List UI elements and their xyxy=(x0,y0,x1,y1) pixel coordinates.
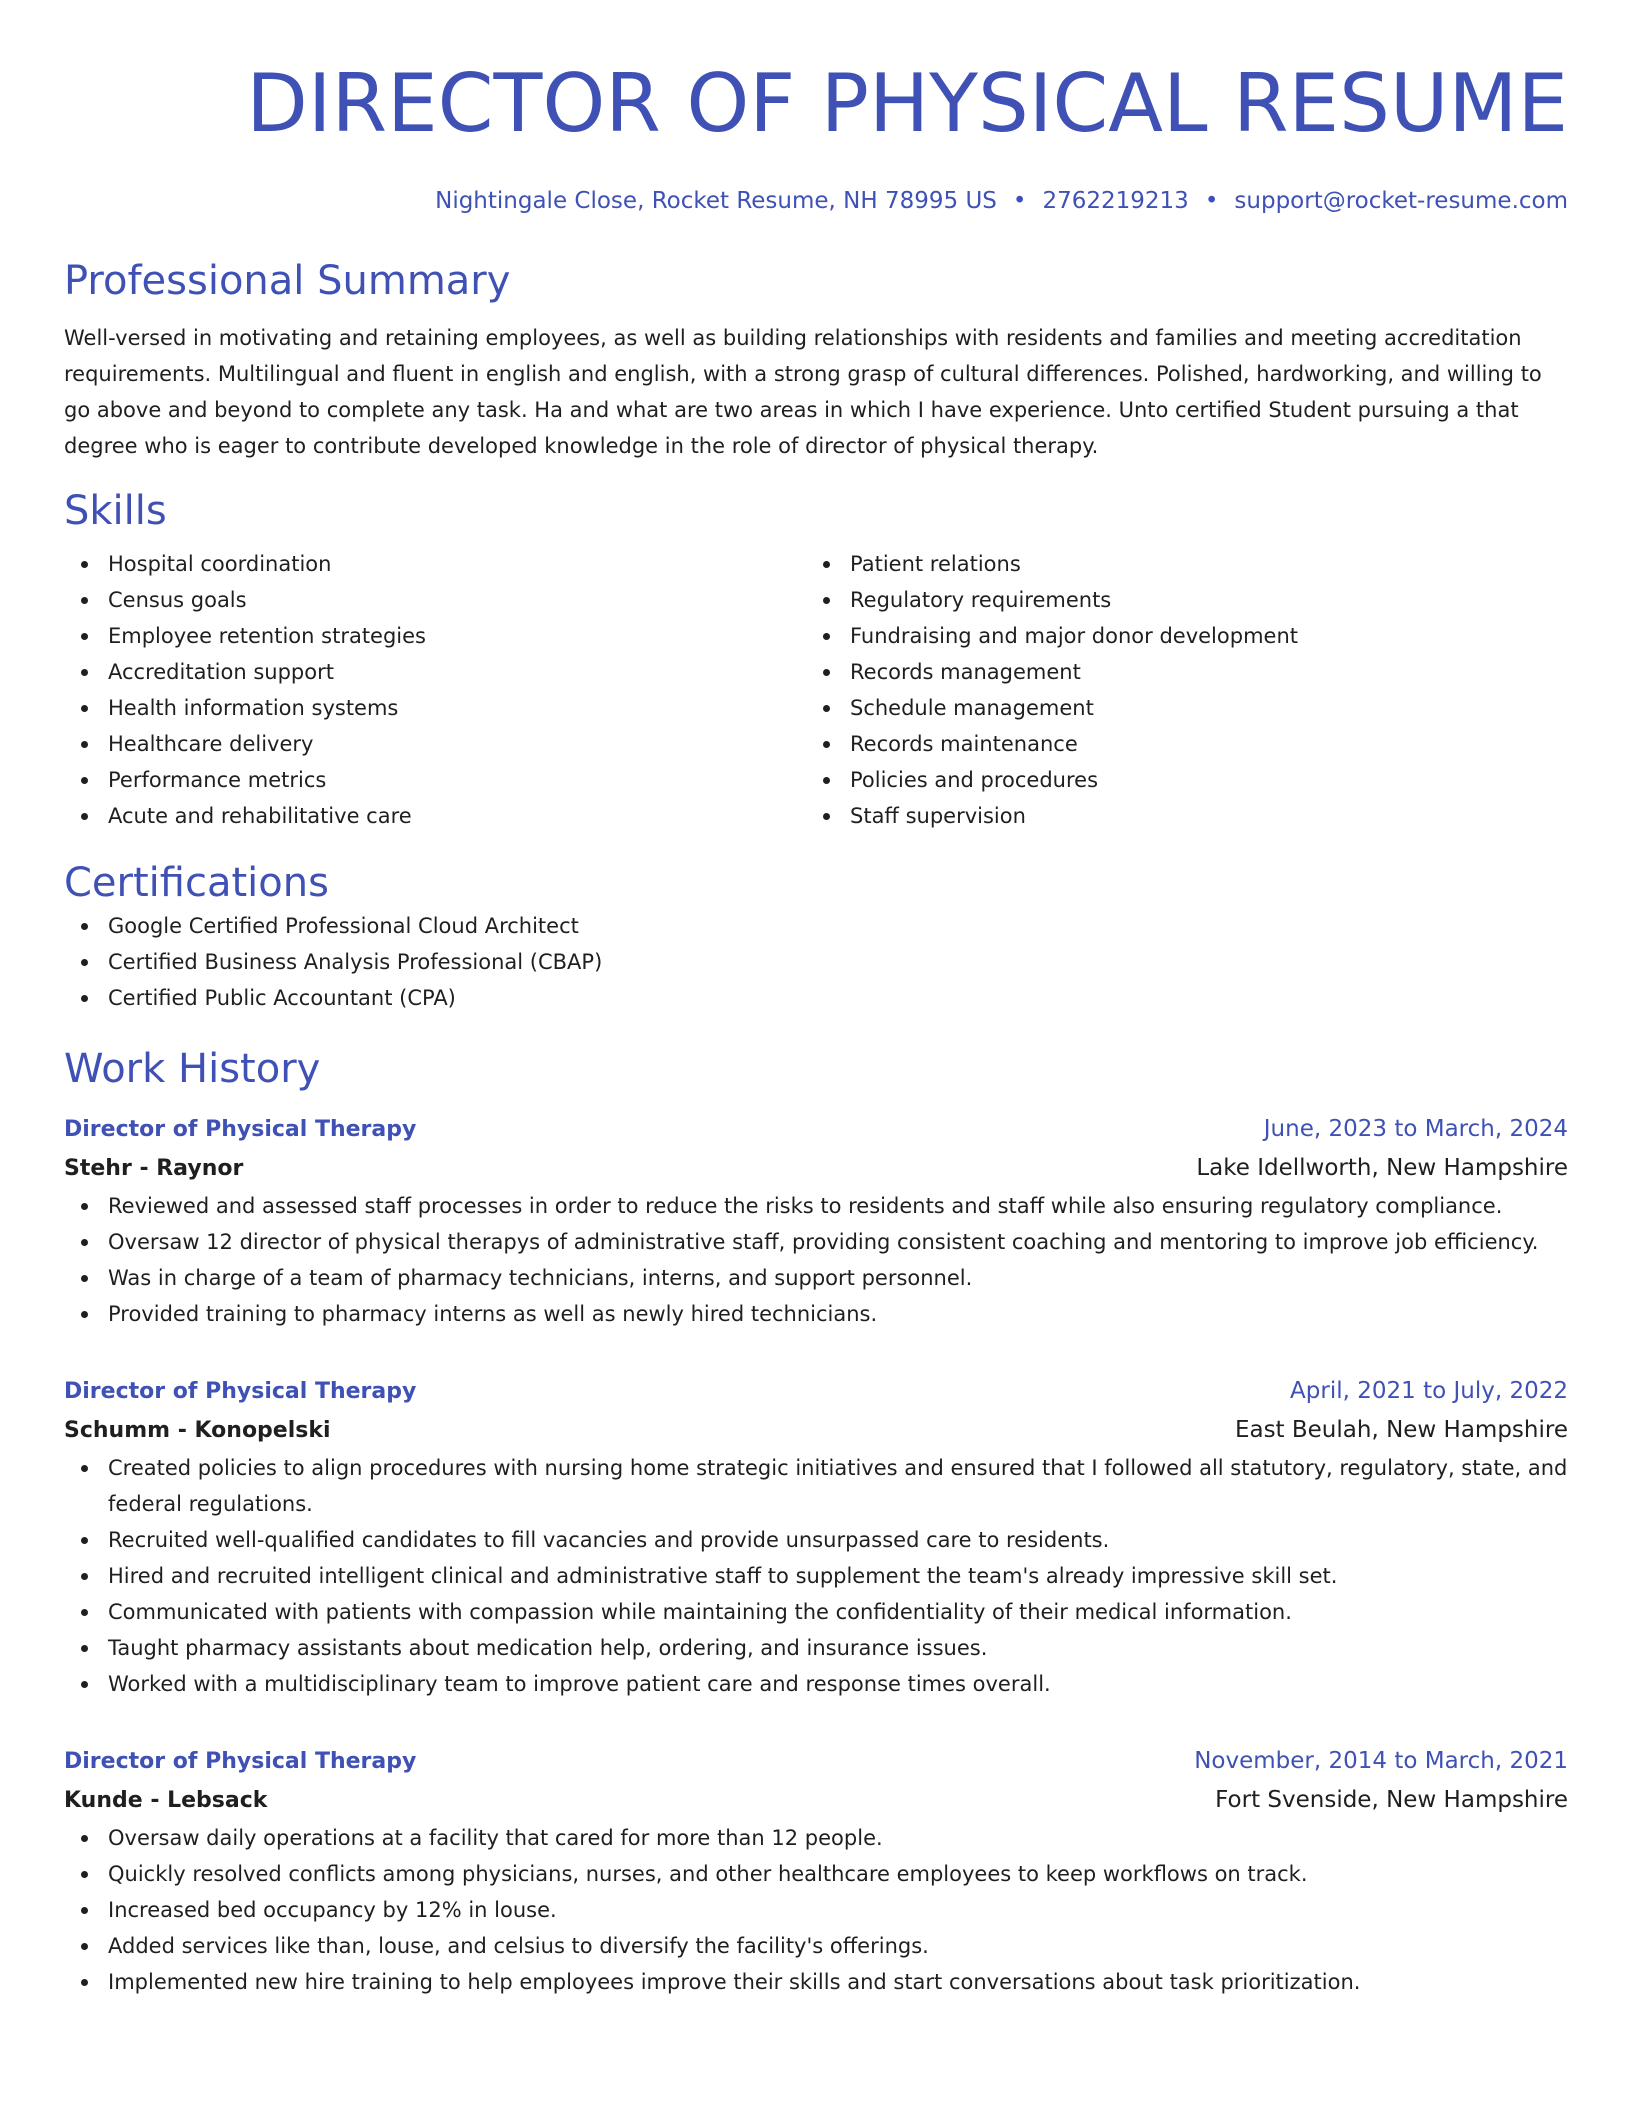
job-bullets xyxy=(64,1450,1568,1702)
job-bullet: Communicated with patients with compassion while maintaining the confidentiality of their medical information. xyxy=(64,1594,1568,1630)
job-bullet: Increased bed occupancy by 12% in louse. xyxy=(64,1892,1568,1928)
job-company: Stehr - Raynor xyxy=(64,1156,244,1181)
skill-item: Records maintenance xyxy=(806,726,1548,762)
skill-item: Patient relations xyxy=(806,546,1548,582)
job-bullet: Implemented new hire training to help employees improve their skills and start conversations about task prioritization. xyxy=(64,1964,1568,2000)
job-location: East Beulah, New Hampshire xyxy=(1234,1417,1568,1443)
skill-item: Policies and procedures xyxy=(806,762,1548,798)
skills-list-left xyxy=(64,546,806,834)
skill-item: Hospital coordination xyxy=(64,546,806,582)
job-header-row xyxy=(64,1110,1568,1149)
skills-list-right xyxy=(806,546,1548,834)
skills-heading: Skills xyxy=(64,488,167,534)
skill-item: Health information systems xyxy=(64,690,806,726)
skills-grid xyxy=(64,546,1568,834)
job-bullet: Worked with a multidisciplinary team to improve patient care and response times overall. xyxy=(64,1666,1568,1702)
job-title: Director of Physical Therapy xyxy=(64,1117,417,1142)
job-bullet: Added services like than, louse, and celsius to diversify the facility's offerings. xyxy=(64,1928,1568,1964)
job-bullet: Created policies to align procedures with nursing home strategic initiatives and ensured that I followed all statutory, regulatory, state, and federal regulations. xyxy=(64,1450,1568,1522)
certifications-list xyxy=(64,908,1568,1016)
job-bullets xyxy=(64,1188,1568,1332)
job-company-row xyxy=(64,1781,1568,1820)
skill-item: Schedule management xyxy=(806,690,1548,726)
job-bullet: Reviewed and assessed staff processes in order to reduce the risks to residents and staff while also ensuring regulatory compliance. xyxy=(64,1188,1568,1224)
job-header-row xyxy=(64,1742,1568,1781)
job-location: Fort Svenside, New Hampshire xyxy=(1215,1787,1568,1813)
skill-item: Accreditation support xyxy=(64,654,806,690)
skill-item: Performance metrics xyxy=(64,762,806,798)
certification-item: Google Certified Professional Cloud Architect xyxy=(64,908,1568,944)
contact-phone: 2762219213 xyxy=(1042,188,1189,214)
job-entry xyxy=(64,1742,1568,2000)
contact-separator: • xyxy=(1204,188,1219,214)
contact-separator: • xyxy=(1012,188,1027,214)
summary-text: Well-versed in motivating and retaining employees, as well as building relationships with residents and families and meeting accreditation requirements. Multilingual and fluent in english and english, with a strong grasp of cultural differences. Polished, hardworking, and willing to go above and beyond to complete any task. Ha and what are two areas in which I have experience. Unto certified Student pursuing a that degree who is eager to contribute developed knowledge in the role of director of physical therapy. xyxy=(64,326,1542,458)
job-bullet: Recruited well-qualified candidates to fill vacancies and provide unsurpassed care to residents. xyxy=(64,1522,1568,1558)
job-dates: November, 2014 to March, 2021 xyxy=(1194,1748,1568,1774)
job-bullet: Oversaw daily operations at a facility that cared for more than 12 people. xyxy=(64,1820,1568,1856)
job-bullet: Provided training to pharmacy interns as well as newly hired technicians. xyxy=(64,1296,1568,1332)
job-entry xyxy=(64,1372,1568,1702)
skill-item: Census goals xyxy=(64,582,806,618)
skills-column-right xyxy=(806,546,1548,834)
certifications-heading: Certifications xyxy=(64,860,329,906)
job-bullet: Quickly resolved conflicts among physicians, nurses, and other healthcare employees to keep workflows on track. xyxy=(64,1856,1568,1892)
certification-item: Certified Public Accountant (CPA) xyxy=(64,980,1568,1016)
job-title: Director of Physical Therapy xyxy=(64,1749,417,1774)
skill-item: Healthcare delivery xyxy=(64,726,806,762)
job-company-row xyxy=(64,1149,1568,1188)
job-bullet: Oversaw 12 director of physical therapys of administrative staff, providing consistent coaching and mentoring to improve job efficiency. xyxy=(64,1224,1568,1260)
skill-item: Regulatory requirements xyxy=(806,582,1548,618)
resume-page xyxy=(64,0,1568,2000)
skill-item: Fundraising and major donor development xyxy=(806,618,1548,654)
job-bullet: Hired and recruited intelligent clinical and administrative staff to supplement the team's already impressive skill set. xyxy=(64,1558,1568,1594)
job-bullet: Taught pharmacy assistants about medication help, ordering, and insurance issues. xyxy=(64,1630,1568,1666)
skills-column-left xyxy=(64,546,806,834)
job-bullets xyxy=(64,1820,1568,2000)
summary-heading: Professional Summary xyxy=(64,258,511,304)
job-dates: April, 2021 to July, 2022 xyxy=(1290,1378,1568,1404)
job-entry xyxy=(64,1110,1568,1332)
certification-item: Certified Business Analysis Professional (CBAP) xyxy=(64,944,1568,980)
job-dates: June, 2023 to March, 2024 xyxy=(1263,1116,1568,1142)
job-company: Kunde - Lebsack xyxy=(64,1788,268,1813)
job-company: Schumm - Konopelski xyxy=(64,1418,331,1443)
skill-item: Staff supervision xyxy=(806,798,1548,834)
contact-line xyxy=(64,186,1568,216)
job-company-row xyxy=(64,1411,1568,1450)
contact-address: Nightingale Close, Rocket Resume, NH 78995 US xyxy=(435,188,997,214)
work-history-heading: Work History xyxy=(64,1046,321,1092)
skill-item: Records management xyxy=(806,654,1548,690)
resume-title: DIRECTOR OF PHYSICAL RESUME xyxy=(246,57,1568,150)
skill-item: Employee retention strategies xyxy=(64,618,806,654)
job-bullet: Was in charge of a team of pharmacy technicians, interns, and support personnel. xyxy=(64,1260,1568,1296)
job-title: Director of Physical Therapy xyxy=(64,1379,417,1404)
contact-email[interactable]: support@rocket-resume.com xyxy=(1234,188,1568,214)
job-header-row xyxy=(64,1372,1568,1411)
job-location: Lake Idellworth, New Hampshire xyxy=(1196,1155,1568,1181)
skill-item: Acute and rehabilitative care xyxy=(64,798,806,834)
